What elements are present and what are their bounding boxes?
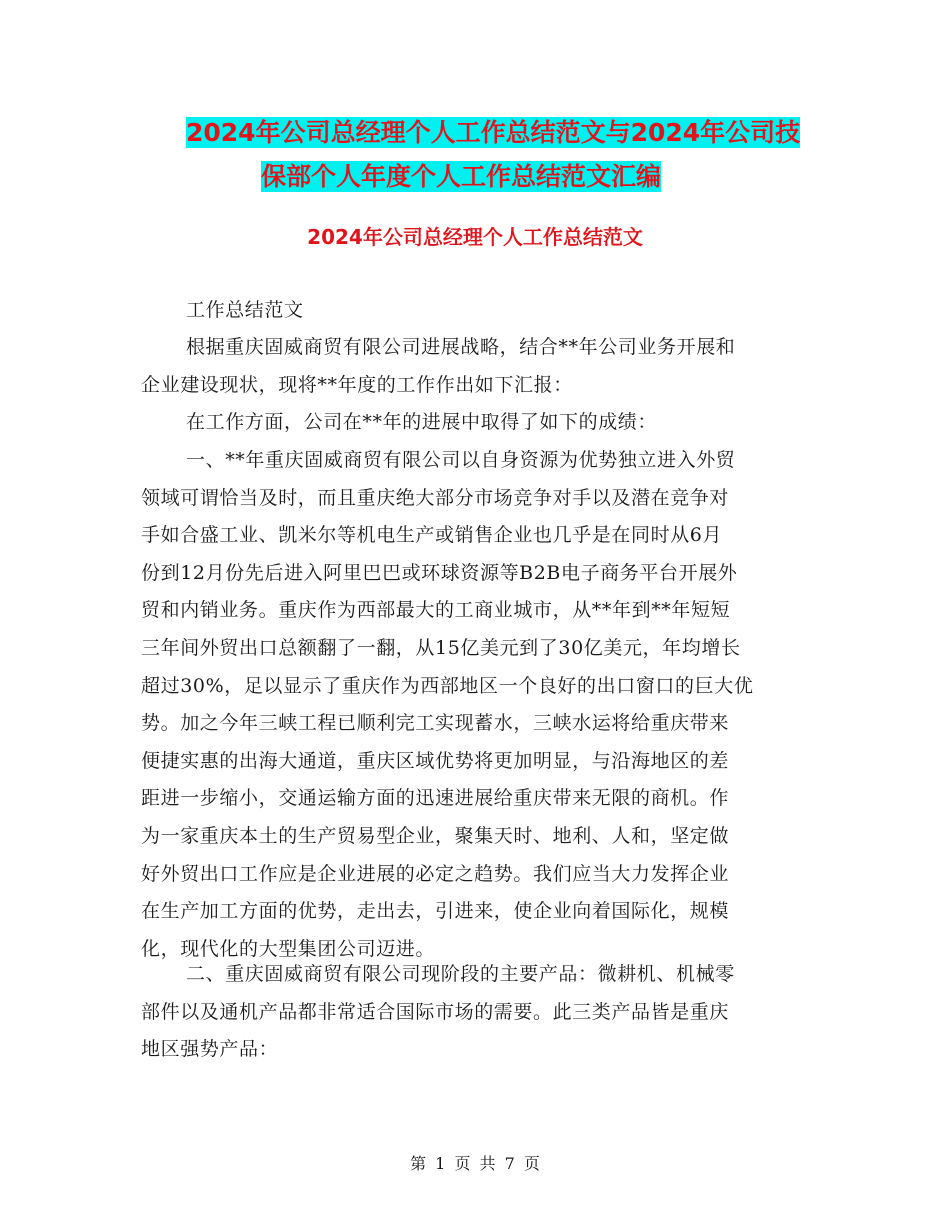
text-line: 领域可谓恰当及时，而且重庆绝大部分市场竞争对手以及潜在竞争对 — [141, 486, 730, 509]
paragraph-section-two — [141, 956, 811, 1069]
paragraph-section-one — [141, 442, 811, 968]
text-line: 部件以及通机产品都非常适合国际市场的需要。此三类产品皆是重庆 — [141, 1000, 730, 1023]
text-line: 便捷实惠的出海大通道，重庆区域优势将更加明显，与沿海地区的差 — [141, 749, 730, 772]
text-line: 势。加之今年三峡工程已顺利完工实现蓄水，三峡水运将给重庆带来 — [141, 712, 730, 735]
text-line: 在工作方面，公司在**年的进展中取得了如下的成绩： — [186, 411, 658, 433]
text-line: 化，现代化的大型集团公司迈进。 — [141, 937, 436, 960]
text-line: 企业建设现状，现将**年度的工作作出如下汇报： — [141, 373, 573, 396]
text-line: 在生产加工方面的优势，走出去，引进来，使企业向着国际化，规模 — [141, 900, 730, 923]
text-line: 为一家重庆本土的生产贸易型企业，聚集天时、地利、人和，坚定做 — [141, 824, 730, 847]
text-line: 二、重庆固威商贸有限公司现阶段的主要产品：微耕机、机械零 — [186, 963, 735, 985]
section-title: 2024年公司总经理个人工作总结范文 — [307, 225, 643, 249]
text-line: 工作总结范文 — [186, 299, 304, 321]
text-line: 一、**年重庆固威商贸有限公司以自身资源为优势独立进入外贸 — [186, 449, 736, 471]
paragraph-achievements — [141, 404, 811, 442]
text-line: 贸和内销业务。重庆作为西部最大的工商业城市，从**年到**年短短 — [141, 599, 731, 622]
paragraph-heading — [141, 292, 811, 330]
page-footer: 第 1 页 共 7 页 — [410, 1154, 540, 1173]
text-line: 根据重庆固威商贸有限公司进展战略，结合**年公司业务开展和 — [186, 336, 736, 358]
text-line: 份到12月份先后进入阿里巴巴或环球资源等B2B电子商务平台开展外 — [141, 561, 738, 584]
text-line: 好外贸出口工作应是企业进展的必定之趋势。我们应当大力发挥企业 — [141, 862, 730, 885]
text-line: 手如合盛工业、凯米尔等机电生产或销售企业也几乎是在同时从6月 — [141, 524, 723, 547]
text-line: 超过30%，足以显示了重庆作为西部地区一个良好的出口窗口的巨大优 — [141, 674, 754, 697]
text-line: 三年间外贸出口总额翻了一翻，从15亿美元到了30亿美元，年均增长 — [141, 636, 741, 659]
paragraph-intro — [141, 329, 811, 404]
document-title-line-1: 2024年公司总经理个人工作总结范文与2024年公司技 — [186, 118, 801, 147]
document-title-line-2: 保部个人年度个人工作总结范文汇编 — [261, 162, 662, 191]
text-line: 距进一步缩小，交通运输方面的迅速进展给重庆带来无限的商机。作 — [141, 787, 730, 810]
text-line: 地区强势产品： — [141, 1038, 279, 1061]
